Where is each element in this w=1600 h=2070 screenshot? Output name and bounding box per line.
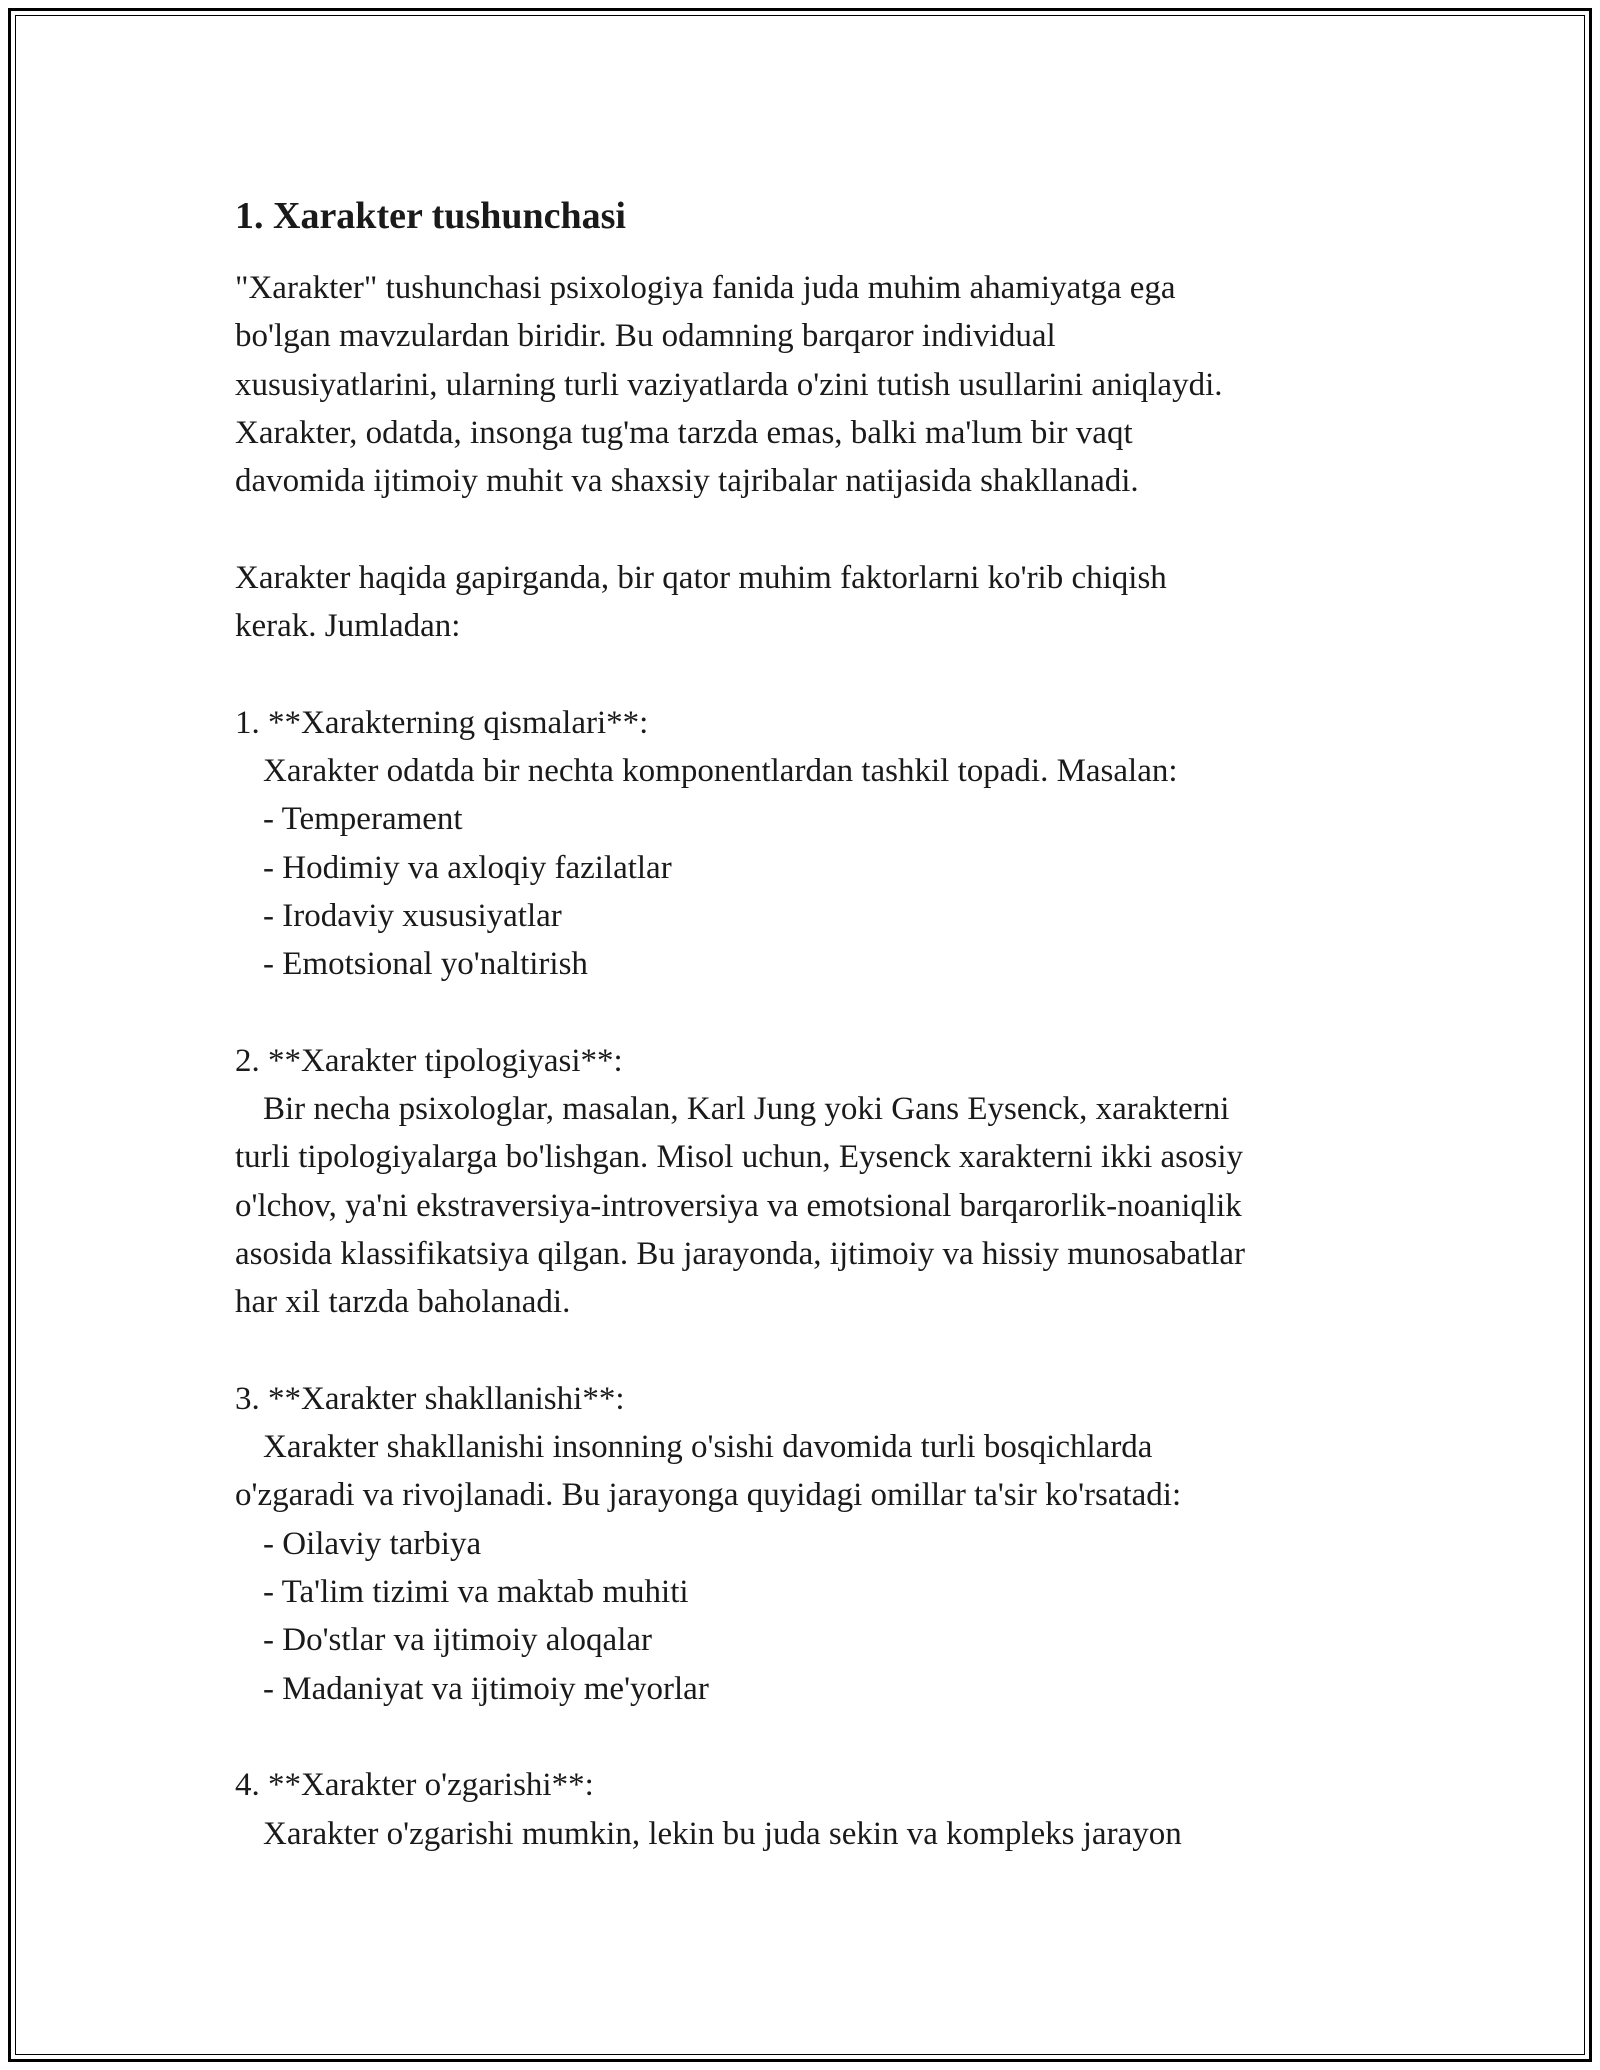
list-item: - Temperament xyxy=(263,801,463,838)
paragraph-line: Xarakter, odatda, insonga tug'ma tarzda emas, balki ma'lum bir vaqt xyxy=(235,414,1133,451)
section-heading: 4. **Xarakter o'zgarishi**: xyxy=(235,1767,594,1804)
document-title: 1. Xarakter tushunchasi xyxy=(235,195,626,237)
list-item: - Hodimiy va axloqiy fazilatlar xyxy=(263,849,672,886)
paragraph-line: xususiyatlarini, ularning turli vaziyatlarda o'zini tutish usullarini aniqlaydi. xyxy=(235,366,1223,403)
paragraph-line: turli tipologiyalarga bo'lishgan. Misol uchun, Eysenck xarakterni ikki asosiy xyxy=(235,1139,1243,1176)
paragraph-line: Xarakter o'zgarishi mumkin, lekin bu juda sekin va kompleks jarayon xyxy=(263,1815,1182,1852)
paragraph-factors xyxy=(235,554,1385,651)
list-item: - Ta'lim tizimi va maktab muhiti xyxy=(263,1574,689,1611)
paragraph-line: kerak. Jumladan: xyxy=(235,608,461,645)
paragraph-line: o'lchov, ya'ni ekstraversiya-introversiya va emotsional barqarorlik-noaniqlik xyxy=(235,1187,1242,1224)
spacer xyxy=(235,988,1385,1036)
paragraph-line: "Xarakter" tushunchasi psixologiya fanida juda muhim ahamiyatga ega xyxy=(235,270,1176,306)
list-item: - Oilaviy tarbiya xyxy=(263,1525,482,1562)
spacer xyxy=(235,1327,1385,1375)
paragraph-line: bo'lgan mavzulardan biridir. Bu odamning barqaror individual xyxy=(235,318,1056,355)
list-item: - Do'stlar va ijtimoiy aloqalar xyxy=(263,1622,653,1659)
paragraph-line: asosida klassifikatsiya qilgan. Bu jarayonda, ijtimoiy va hissiy munosabatlar xyxy=(235,1235,1245,1272)
paragraph-line: o'zgaradi va rivojlanadi. Bu jarayonga quyidagi omillar ta'sir ko'rsatadi: xyxy=(235,1477,1182,1514)
section-heading: 2. **Xarakter tipologiyasi**: xyxy=(235,1042,623,1079)
paragraph-line: Xarakter shakllanishi insonning o'sishi davomida turli bosqichlarda xyxy=(263,1429,1153,1466)
section-heading: 3. **Xarakter shakllanishi**: xyxy=(235,1380,625,1417)
paragraph-line: Xarakter haqida gapirganda, bir qator muhim faktorlarni ko'rib chiqish xyxy=(235,559,1167,596)
list-item: - Irodaviy xususiyatlar xyxy=(263,897,562,934)
section-components xyxy=(235,699,1385,989)
section-formation xyxy=(235,1375,1385,1713)
paragraph-intro xyxy=(235,264,1385,505)
document-body xyxy=(235,180,1385,1858)
spacer xyxy=(235,1713,1385,1761)
section-change xyxy=(235,1761,1385,1858)
section-intro: Xarakter odatda bir nechta komponentlardan tashkil topadi. Masalan: xyxy=(263,752,1178,789)
spacer xyxy=(235,650,1385,698)
list-item: - Madaniyat va ijtimoiy me'yorlar xyxy=(263,1670,709,1707)
paragraph-line: har xil tarzda baholanadi. xyxy=(235,1284,571,1321)
section-typology xyxy=(235,1037,1385,1327)
section-heading: 1. **Xarakterning qismalari**: xyxy=(235,704,649,741)
spacer xyxy=(235,505,1385,553)
paragraph-line: Bir necha psixologlar, masalan, Karl Jung yoki Gans Eysenck, xarakterni xyxy=(263,1091,1230,1128)
list-item: - Emotsional yo'naltirish xyxy=(263,946,588,983)
paragraph-line: davomida ijtimoiy muhit va shaxsiy tajribalar natijasida shakllanadi. xyxy=(235,463,1139,500)
